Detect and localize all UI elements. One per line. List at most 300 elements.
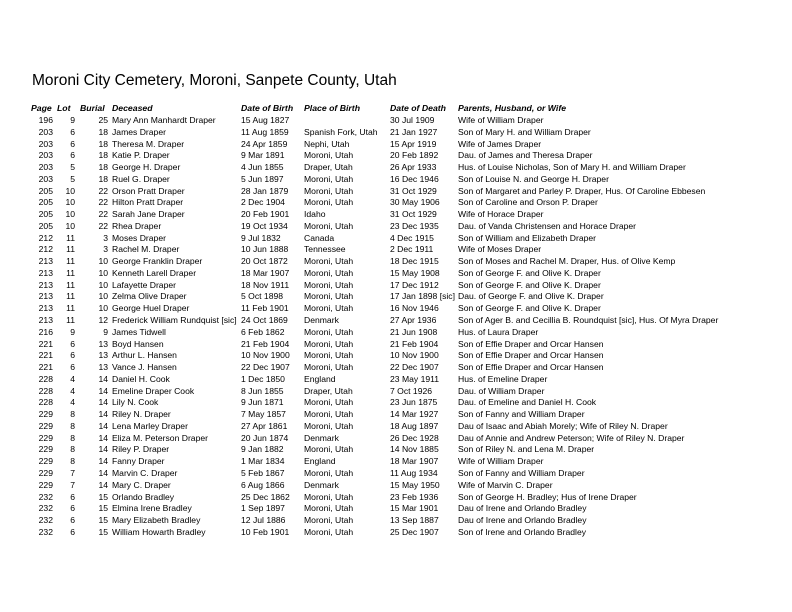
cell-page: 213 — [38, 303, 53, 314]
cell-lot: 6 — [70, 338, 75, 349]
cell-burial: 10 — [98, 303, 108, 314]
cell-page: 229 — [38, 420, 53, 431]
cell-lot: 6 — [70, 491, 75, 502]
cell-parents: Son of William and Elizabeth Draper — [458, 232, 597, 243]
cell-lot: 11 — [66, 232, 75, 243]
cell-burial: 18 — [98, 126, 108, 137]
cell-deceased: Orlando Bradley — [112, 491, 175, 502]
cell-burial: 13 — [98, 338, 108, 349]
cell-burial: 18 — [98, 138, 108, 149]
cell-page: 203 — [38, 173, 53, 184]
cell-page: 196 — [38, 115, 53, 125]
cell-page: 221 — [38, 362, 53, 373]
cell-date-of-death: 23 May 1911 — [390, 373, 440, 384]
table-row — [0, 256, 792, 268]
cell-page: 221 — [38, 350, 53, 361]
cell-place-of-birth: Moroni, Utah — [304, 303, 354, 314]
table-row — [0, 127, 792, 139]
cell-burial: 9 — [103, 326, 108, 337]
cell-burial: 15 — [98, 503, 108, 514]
cell-date-of-death: 14 Mar 1927 — [390, 409, 439, 420]
cell-burial: 13 — [98, 350, 108, 361]
cell-lot: 11 — [66, 256, 75, 267]
cell-place-of-birth: Tennessee — [304, 244, 346, 255]
cell-lot: 11 — [66, 291, 75, 302]
cell-page: 205 — [38, 185, 53, 196]
cell-date-of-birth: 10 Feb 1901 — [241, 526, 290, 537]
cell-date-of-birth: 18 Nov 1911 — [241, 279, 290, 290]
cell-deceased: George Huel Draper — [112, 303, 190, 314]
cell-parents: Son of Effie Draper and Orcar Hansen — [458, 350, 604, 361]
cell-deceased: Rachel M. Draper — [112, 244, 180, 255]
cell-place-of-birth: Moroni, Utah — [304, 503, 354, 514]
burial-table — [0, 115, 792, 539]
cell-page: 232 — [38, 491, 53, 502]
cell-parents: Dau of Irene and Orlando Bradley — [458, 503, 587, 514]
cell-page: 205 — [38, 220, 53, 231]
cell-lot: 8 — [70, 432, 75, 443]
cell-date-of-death: 17 Jan 1898 [sic] — [390, 291, 455, 302]
cell-lot: 8 — [70, 456, 75, 467]
cell-parents: Wife of William Draper — [458, 456, 544, 467]
cell-date-of-death: 31 Oct 1929 — [390, 209, 437, 220]
cell-burial: 10 — [98, 279, 108, 290]
cell-date-of-birth: 5 Jun 1897 — [241, 173, 284, 184]
cell-date-of-birth: 20 Jun 1874 — [241, 432, 289, 443]
page-title: Moroni City Cemetery, Moroni, Sanpete County, Utah — [32, 72, 397, 89]
table-row — [0, 244, 792, 256]
table-row — [0, 433, 792, 445]
cell-burial: 18 — [98, 173, 108, 184]
table-row — [0, 409, 792, 421]
table-row — [0, 197, 792, 209]
cell-lot: 10 — [65, 220, 75, 231]
cell-date-of-death: 18 Aug 1897 — [390, 420, 439, 431]
cell-place-of-birth: Moroni, Utah — [304, 444, 354, 455]
cell-burial: 13 — [98, 362, 108, 373]
cell-date-of-birth: 24 Oct 1869 — [241, 315, 288, 326]
cell-parents: Hus. of Laura Draper — [458, 326, 539, 337]
cell-place-of-birth: Denmark — [304, 315, 339, 326]
header-place-of-birth: Place of Birth — [304, 103, 360, 113]
cell-date-of-death: 26 Apr 1933 — [390, 162, 437, 173]
cell-date-of-birth: 4 Jun 1855 — [241, 162, 284, 173]
cell-place-of-birth: Draper, Utah — [304, 162, 353, 173]
cell-date-of-birth: 10 Nov 1900 — [241, 350, 290, 361]
cell-page: 221 — [38, 338, 53, 349]
cell-deceased: Boyd Hansen — [112, 338, 164, 349]
header-parents: Parents, Husband, or Wife — [458, 103, 567, 113]
cell-burial: 14 — [98, 385, 108, 396]
cell-parents: Son of George F. and Olive K. Draper — [458, 279, 601, 290]
cell-burial: 14 — [98, 479, 108, 490]
cell-parents: Son of George F. and Olive K. Draper — [458, 303, 601, 314]
table-row — [0, 468, 792, 480]
cell-page: 232 — [38, 515, 53, 526]
cell-burial: 14 — [98, 467, 108, 478]
cell-date-of-death: 15 May 1950 — [390, 479, 440, 490]
cell-parents: Son of Ager B. and Cecillia B. Roundquist [sic], Hus. Of Myra Draper — [458, 315, 719, 326]
cell-deceased: Frederick William Rundquist [sic] — [112, 315, 237, 326]
table-row — [0, 503, 792, 515]
cell-date-of-birth: 5 Oct 1898 — [241, 291, 284, 302]
cell-date-of-death: 17 Dec 1912 — [390, 279, 439, 290]
cell-place-of-birth: Moroni, Utah — [304, 515, 354, 526]
cell-date-of-birth: 1 Mar 1834 — [241, 456, 285, 467]
cell-burial: 10 — [98, 256, 108, 267]
cell-parents: Dau of Annie and Andrew Peterson; Wife of Riley N. Draper — [458, 432, 685, 443]
cell-date-of-birth: 6 Aug 1866 — [241, 479, 285, 490]
cell-page: 205 — [38, 197, 53, 208]
cell-date-of-death: 14 Nov 1885 — [390, 444, 439, 455]
cell-date-of-death: 30 Jul 1909 — [390, 115, 435, 125]
cell-lot: 8 — [70, 420, 75, 431]
cell-date-of-death: 15 Apr 1919 — [390, 138, 437, 149]
cell-deceased: George Franklin Draper — [112, 256, 203, 267]
cell-parents: Dau of Isaac and Abiah Morely; Wife of Riley N. Draper — [458, 420, 668, 431]
table-row — [0, 221, 792, 233]
table-row — [0, 233, 792, 245]
cell-date-of-death: 10 Nov 1900 — [390, 350, 439, 361]
cell-lot: 10 — [65, 197, 75, 208]
cell-date-of-birth: 11 Feb 1901 — [241, 303, 289, 314]
cell-burial: 15 — [98, 526, 108, 537]
cell-date-of-death: 23 Jun 1875 — [390, 397, 438, 408]
cell-place-of-birth: Nephi, Utah — [304, 138, 350, 149]
cell-date-of-birth: 1 Dec 1850 — [241, 373, 285, 384]
cell-place-of-birth: Moroni, Utah — [304, 150, 354, 161]
cell-place-of-birth: Moroni, Utah — [304, 467, 354, 478]
cell-parents: Son of Fanny and William Draper — [458, 409, 585, 420]
cell-place-of-birth: Idaho — [304, 209, 326, 220]
cell-lot: 6 — [70, 150, 75, 161]
cell-parents: Dau. of Vanda Christensen and Horace Draper — [458, 220, 637, 231]
cell-lot: 11 — [66, 303, 75, 314]
cell-date-of-birth: 25 Dec 1862 — [241, 491, 290, 502]
cell-date-of-birth: 12 Jul 1886 — [241, 515, 286, 526]
cell-lot: 6 — [70, 350, 75, 361]
cell-parents: Son of Effie Draper and Orcar Hansen — [458, 338, 604, 349]
cell-date-of-birth: 5 Feb 1867 — [241, 467, 285, 478]
cell-page: 228 — [38, 373, 53, 384]
cell-date-of-death: 2 Dec 1911 — [390, 244, 434, 255]
header-burial: Burial — [80, 103, 105, 113]
cell-page: 213 — [38, 315, 53, 326]
cell-date-of-birth: 2 Dec 1904 — [241, 197, 285, 208]
cell-burial: 22 — [98, 220, 108, 231]
header-deceased: Deceased — [112, 103, 153, 113]
cell-parents: Wife of Marvin C. Draper — [458, 479, 553, 490]
cell-date-of-death: 31 Oct 1929 — [390, 185, 437, 196]
cell-date-of-birth: 18 Mar 1907 — [241, 267, 290, 278]
cell-place-of-birth: Moroni, Utah — [304, 267, 354, 278]
cell-date-of-birth: 21 Feb 1904 — [241, 338, 290, 349]
cell-page: 212 — [38, 244, 53, 255]
cell-date-of-birth: 9 Jan 1882 — [241, 444, 284, 455]
table-row — [0, 492, 792, 504]
cell-burial: 18 — [98, 162, 108, 173]
cell-place-of-birth: Spanish Fork, Utah — [304, 126, 378, 137]
cell-burial: 14 — [98, 397, 108, 408]
cell-lot: 4 — [70, 397, 75, 408]
header-date-of-birth: Date of Birth — [241, 103, 294, 113]
cell-date-of-death: 26 Dec 1928 — [390, 432, 439, 443]
cell-date-of-death: 20 Feb 1892 — [390, 150, 439, 161]
cell-deceased: Eliza M. Peterson Draper — [112, 432, 208, 443]
cell-page: 216 — [38, 326, 53, 337]
cell-page: 229 — [38, 444, 53, 455]
cell-parents: Son of Effie Draper and Orcar Hansen — [458, 362, 604, 373]
cell-date-of-death: 25 Dec 1907 — [390, 526, 439, 537]
table-row — [0, 186, 792, 198]
cell-lot: 8 — [70, 444, 75, 455]
cell-date-of-birth: 6 Feb 1862 — [241, 326, 285, 337]
cell-page: 212 — [38, 232, 53, 243]
cell-date-of-death: 23 Dec 1935 — [390, 220, 439, 231]
cell-date-of-birth: 1 Sep 1897 — [241, 503, 285, 514]
cell-place-of-birth: Moroni, Utah — [304, 279, 354, 290]
cell-page: 229 — [38, 456, 53, 467]
table-row — [0, 315, 792, 327]
cell-parents: Son of Fanny and William Draper — [458, 467, 585, 478]
cell-place-of-birth: Moroni, Utah — [304, 409, 354, 420]
cell-page: 228 — [38, 397, 53, 408]
cell-parents: Hus. of Louise Nicholas, Son of Mary H. and William Draper — [458, 162, 686, 173]
cell-page: 205 — [38, 209, 53, 220]
cell-burial: 10 — [98, 267, 108, 278]
table-row — [0, 386, 792, 398]
cell-date-of-death: 21 Jan 1927 — [390, 126, 438, 137]
cell-deceased: Theresa M. Draper — [112, 138, 185, 149]
cell-lot: 7 — [70, 479, 75, 490]
cell-deceased: Mary Elizabeth Bradley — [112, 515, 201, 526]
cell-deceased: Vance J. Hansen — [112, 362, 177, 373]
cell-date-of-birth: 9 Jul 1832 — [241, 232, 281, 243]
table-row — [0, 362, 792, 374]
cell-deceased: Kenneth Larell Draper — [112, 267, 197, 278]
cell-deceased: Sarah Jane Draper — [112, 209, 185, 220]
cell-lot: 9 — [70, 326, 75, 337]
cell-date-of-birth: 11 Aug 1859 — [241, 126, 289, 137]
cell-page: 229 — [38, 409, 53, 420]
cell-place-of-birth: Moroni, Utah — [304, 173, 354, 184]
cell-lot: 10 — [65, 185, 75, 196]
cell-lot: 7 — [70, 467, 75, 478]
cell-parents: Son of Louise N. and George H. Draper — [458, 173, 609, 184]
cell-lot: 6 — [70, 526, 75, 537]
cell-parents: Son of George H. Bradley; Hus of Irene Draper — [458, 491, 637, 502]
cell-date-of-birth: 24 Apr 1859 — [241, 138, 288, 149]
cell-parents: Dau. of George F. and Olive K. Draper — [458, 291, 604, 302]
header-page: Page — [31, 103, 52, 113]
cell-parents: Dau. of James and Theresa Draper — [458, 150, 593, 161]
cell-page: 229 — [38, 467, 53, 478]
cell-deceased: Emeline Draper Cook — [112, 385, 195, 396]
cell-deceased: Hilton Pratt Draper — [112, 197, 184, 208]
cell-place-of-birth: Moroni, Utah — [304, 491, 354, 502]
cell-parents: Son of George F. and Olive K. Draper — [458, 267, 601, 278]
cell-place-of-birth: Denmark — [304, 479, 339, 490]
cell-lot: 6 — [70, 138, 75, 149]
cell-deceased: Moses Draper — [112, 232, 166, 243]
cell-burial: 14 — [98, 432, 108, 443]
header-lot: Lot — [57, 103, 71, 113]
cell-lot: 6 — [70, 362, 75, 373]
cell-place-of-birth: Moroni, Utah — [304, 185, 354, 196]
cell-deceased: Mary Ann Manhardt Draper — [112, 115, 216, 125]
cell-date-of-birth: 20 Feb 1901 — [241, 209, 290, 220]
table-row — [0, 150, 792, 162]
cell-lot: 8 — [70, 409, 75, 420]
cell-date-of-birth: 7 May 1857 — [241, 409, 286, 420]
cell-lot: 9 — [70, 115, 75, 125]
table-row — [0, 115, 792, 127]
header-date-of-death: Date of Death — [390, 103, 446, 113]
cell-page: 232 — [38, 503, 53, 514]
cell-deceased: Ruel G. Draper — [112, 173, 170, 184]
table-row — [0, 421, 792, 433]
cell-date-of-death: 18 Mar 1907 — [390, 456, 439, 467]
cell-deceased: Rhea Draper — [112, 220, 162, 231]
table-row — [0, 339, 792, 351]
cell-burial: 15 — [98, 491, 108, 502]
cell-page: 203 — [38, 162, 53, 173]
cell-burial: 12 — [98, 315, 108, 326]
cell-place-of-birth: Moroni, Utah — [304, 397, 354, 408]
table-row — [0, 444, 792, 456]
cell-place-of-birth: Moroni, Utah — [304, 338, 354, 349]
cell-date-of-death: 18 Dec 1915 — [390, 256, 439, 267]
cell-lot: 11 — [66, 244, 75, 255]
cell-lot: 6 — [70, 503, 75, 514]
cell-page: 203 — [38, 138, 53, 149]
table-row — [0, 527, 792, 539]
cell-place-of-birth: Moroni, Utah — [304, 526, 354, 537]
table-row — [0, 374, 792, 386]
cell-lot: 11 — [66, 267, 75, 278]
cell-burial: 18 — [98, 150, 108, 161]
cell-burial: 22 — [98, 197, 108, 208]
cell-date-of-death: 13 Sep 1887 — [390, 515, 439, 526]
cell-place-of-birth: Moroni, Utah — [304, 326, 354, 337]
cell-burial: 14 — [98, 444, 108, 455]
cell-deceased: Lena Marley Draper — [112, 420, 188, 431]
cell-date-of-death: 7 Oct 1926 — [390, 385, 433, 396]
cell-date-of-birth: 9 Jun 1871 — [241, 397, 284, 408]
cell-lot: 4 — [70, 373, 75, 384]
cell-deceased: Fanny Draper — [112, 456, 165, 467]
table-row — [0, 280, 792, 292]
cell-burial: 14 — [98, 420, 108, 431]
cell-parents: Wife of James Draper — [458, 138, 542, 149]
cell-parents: Wife of Moses Draper — [458, 244, 542, 255]
cell-parents: Son of Moses and Rachel M. Draper, Hus. of Olive Kemp — [458, 256, 676, 267]
cell-place-of-birth: England — [304, 373, 336, 384]
cell-date-of-birth: 10 Jun 1888 — [241, 244, 289, 255]
cell-place-of-birth: Moroni, Utah — [304, 197, 354, 208]
table-row — [0, 350, 792, 362]
table-row — [0, 456, 792, 468]
cell-place-of-birth: Moroni, Utah — [304, 220, 354, 231]
cell-deceased: Orson Pratt Draper — [112, 185, 185, 196]
cell-page: 229 — [38, 432, 53, 443]
cell-date-of-death: 16 Nov 1946 — [390, 303, 439, 314]
cell-page: 213 — [38, 291, 53, 302]
cell-deceased: George H. Draper — [112, 162, 181, 173]
cell-parents: Wife of William Draper — [458, 115, 544, 125]
cell-date-of-birth: 9 Mar 1891 — [241, 150, 285, 161]
cell-date-of-death: 21 Jun 1908 — [390, 326, 438, 337]
cell-deceased: Arthur L. Hansen — [112, 350, 177, 361]
cell-burial: 14 — [98, 409, 108, 420]
cell-date-of-death: 11 Aug 1934 — [390, 467, 438, 478]
cell-deceased: Marvin C. Draper — [112, 467, 178, 478]
cell-place-of-birth: Moroni, Utah — [304, 362, 354, 373]
cell-date-of-death: 27 Apr 1936 — [390, 315, 437, 326]
cell-lot: 5 — [70, 162, 75, 173]
table-row — [0, 291, 792, 303]
cell-date-of-birth: 28 Jan 1879 — [241, 185, 289, 196]
table-row — [0, 303, 792, 315]
cell-burial: 14 — [98, 373, 108, 384]
cell-burial: 22 — [98, 185, 108, 196]
table-row — [0, 515, 792, 527]
cell-date-of-birth: 19 Oct 1934 — [241, 220, 288, 231]
cell-parents: Wife of Horace Draper — [458, 209, 544, 220]
cell-parents: Son of Caroline and Orson P. Draper — [458, 197, 598, 208]
cell-page: 213 — [38, 256, 53, 267]
table-row — [0, 209, 792, 221]
cell-burial: 3 — [103, 232, 108, 243]
table-row — [0, 162, 792, 174]
cell-burial: 3 — [103, 244, 108, 255]
cell-deceased: Mary C. Draper — [112, 479, 171, 490]
cell-parents: Son of Irene and Orlando Bradley — [458, 526, 587, 537]
cell-place-of-birth: Canada — [304, 232, 335, 243]
cell-deceased: Katie P. Draper — [112, 150, 170, 161]
cell-date-of-birth: 27 Apr 1861 — [241, 420, 288, 431]
cell-burial: 15 — [98, 515, 108, 526]
cell-parents: Dau. of Emeline and Daniel H. Cook — [458, 397, 597, 408]
cell-page: 229 — [38, 479, 53, 490]
cell-parents: Hus. of Emeline Draper — [458, 373, 548, 384]
cell-deceased: James Draper — [112, 126, 166, 137]
cell-burial: 14 — [98, 456, 108, 467]
cell-burial: 10 — [98, 291, 108, 302]
table-row — [0, 268, 792, 280]
cell-place-of-birth: Denmark — [304, 432, 339, 443]
cell-parents: Son of Mary H. and William Draper — [458, 126, 591, 137]
cell-lot: 6 — [70, 126, 75, 137]
cell-deceased: Daniel H. Cook — [112, 373, 170, 384]
cell-deceased: James Tidwell — [112, 326, 166, 337]
cell-lot: 5 — [70, 173, 75, 184]
cell-parents: Son of Riley N. and Lena M. Draper — [458, 444, 595, 455]
cell-parents: Dau of Irene and Orlando Bradley — [458, 515, 587, 526]
cell-deceased: Riley P. Draper — [112, 444, 170, 455]
table-row — [0, 397, 792, 409]
cell-date-of-birth: 20 Oct 1872 — [241, 256, 288, 267]
cell-page: 203 — [38, 126, 53, 137]
cell-place-of-birth: Moroni, Utah — [304, 291, 354, 302]
cell-parents: Dau. of William Draper — [458, 385, 545, 396]
cell-lot: 11 — [66, 315, 75, 326]
cell-place-of-birth: Draper, Utah — [304, 385, 353, 396]
cell-deceased: William Howarth Bradley — [112, 526, 206, 537]
cell-date-of-death: 16 Dec 1946 — [390, 173, 439, 184]
cell-date-of-death: 23 Feb 1936 — [390, 491, 439, 502]
cell-place-of-birth: Moroni, Utah — [304, 420, 354, 431]
